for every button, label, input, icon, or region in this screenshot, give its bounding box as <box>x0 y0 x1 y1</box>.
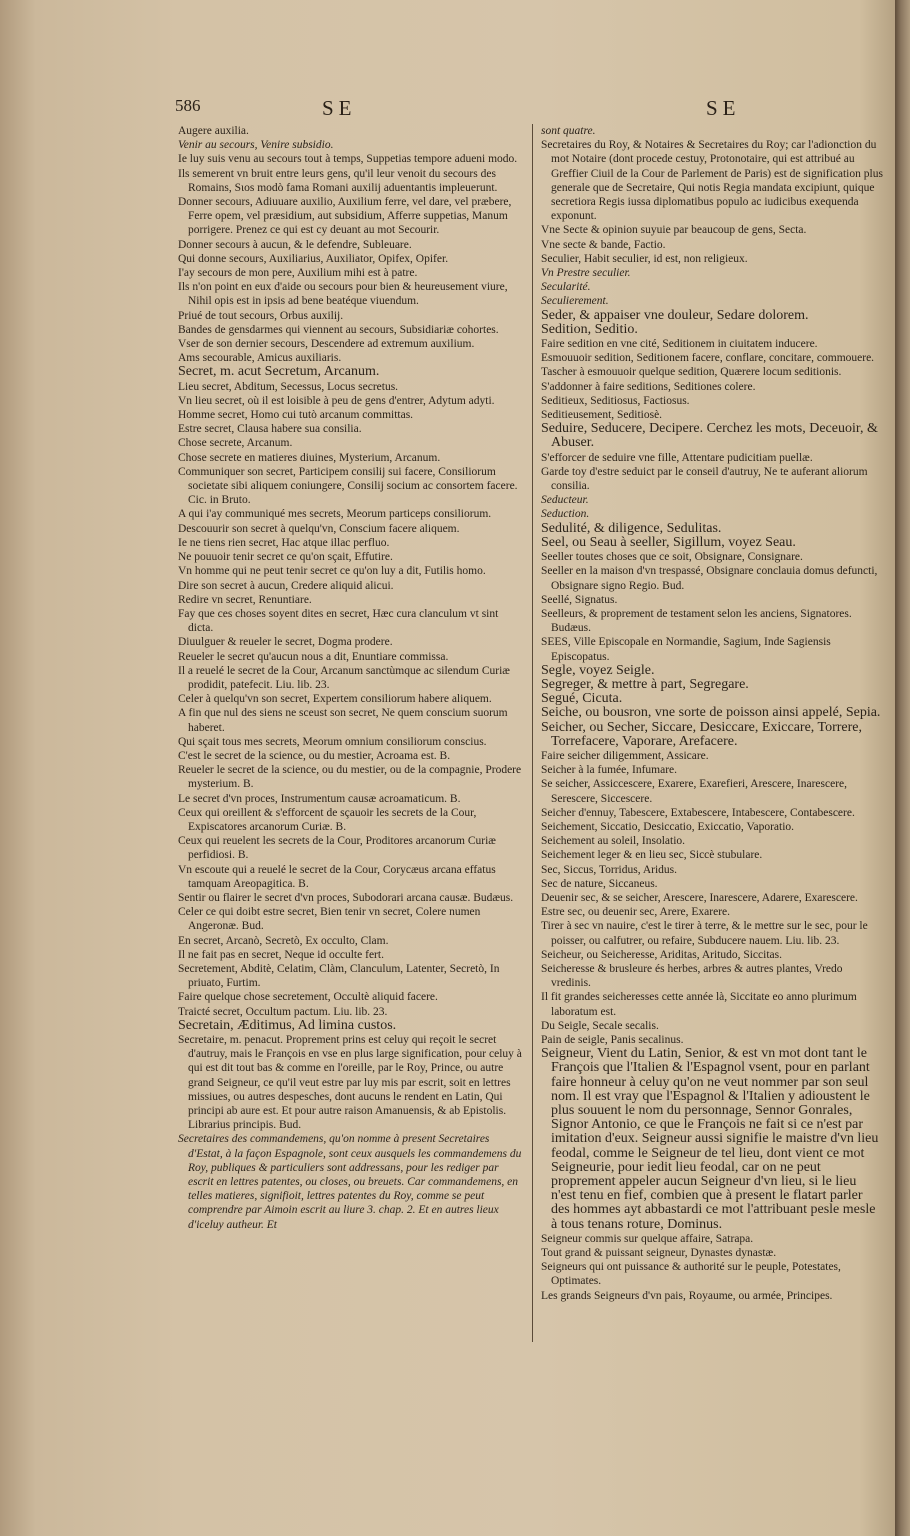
entry: Vn lieu secret, où il est loisible à peu de gens d'entrer, Adytum adyti. <box>178 394 495 407</box>
entry: Estre secret, Clausa habere sua consilia. <box>178 423 362 436</box>
entry: Faire seicher diligemment, Assicare. <box>541 749 709 762</box>
right-column <box>541 124 883 1303</box>
entry: S'efforcer de seduire vne fille, Attentare pudicitiam puellæ. <box>541 451 813 464</box>
entry: Bandes de gensdarmes qui viennent au secours, Subsidiariæ cohortes. <box>178 323 499 336</box>
entry: A qui i'ay communiqué mes secrets, Meorum particeps consiliorum. <box>178 508 492 521</box>
entry: Du Seigle, Secale secalis. <box>541 1019 659 1032</box>
entry: Secretaires du Roy, & Notaires & Secretaires du Roy; car l'adionction du mot Notaire (dont procede cestuy, Protonotaire, qui est attribué au Greffier Ciuil de la Cour de Parlement de Paris) est de signification plus generale que de Secretaire, Qui notis Regia mandata excipiunt, quique secretiora Regis iussa diplomatibus populo ac iudicibus exequenda exponunt. <box>541 139 883 223</box>
entry: Seelleurs, & proprement de testament selon les anciens, Signatores. Budæus. <box>541 607 852 635</box>
entry: Seicher d'ennuy, Tabescere, Extabescere, Intabescere, Contabescere. <box>541 806 855 819</box>
entry: Ils n'on point en eux d'aide ou secours pour bien & heureusement viure, Nihil opis est in ipsis ad bene beatéque viuendum. <box>178 281 508 308</box>
headword-entry: Seel, ou Seau à seeller, Sigillum, voyez Seau. <box>541 534 796 550</box>
running-head-right: SE <box>706 96 741 120</box>
entry: Seichement, Siccatio, Desiccatio, Exiccatio, Vaporatio. <box>541 820 795 833</box>
entry: Secretement, Abditè, Celatim, Clàm, Clanculum, Latenter, Secretò, In priuato, Furtim. <box>178 962 500 990</box>
entry: Redire vn secret, Renuntiare. <box>178 593 312 606</box>
entry: Seichement au soleil, Insolatio. <box>541 835 686 848</box>
entry: Donner secours à aucun, & le defendre, Subleuare. <box>178 238 412 251</box>
entry: En secret, Arcanò, Secretò, Ex occulto, Clam. <box>178 934 389 947</box>
headword-entry: Seduire, Seducere, Decipere. Cerchez les mots, Deceuoir, & Abuser. <box>541 421 878 451</box>
column-divider <box>532 124 533 1342</box>
entry: Seditieusement, Seditiosè. <box>541 409 663 422</box>
entry: Vn escoute qui a reuelé le secret de la Cour, Corycæus arcana effatus tamquam Areopagitica. B. <box>178 863 496 890</box>
headword-entry: Secretaire, m. penacut. Proprement prins est celuy qui reçoit le secret d'autruy, mais le François en vse en plus large signification, pour celuy à qui est dit tout bas & comme en l'oreille, par le Roy, Prince, ou autre grand Seigneur, ce qu'il veut estre par luy mis par escrit, soit en lettres missiues, ou autres despesches, dont aucuns le rendent en Latin, Qui principi ab aure est. Et pour autre raison Amanuensis, & ab Epistolis. Librarius principis. Bud. <box>178 1034 522 1132</box>
entry: Tirer à sec vn nauire, c'est le tirer à terre, & le mettre sur le sec, pour le poisser, ou calfutrer, ou refaire, Subducere nauem. Liu. lib. 23. <box>541 920 868 947</box>
headword-entry: Seculier, Habit seculier, id est, non religieux. <box>541 252 748 265</box>
entry: Estre sec, ou deuenir sec, Arere, Exarere. <box>541 906 731 919</box>
entry: Lieu secret, Abditum, Secessus, Locus secretus. <box>178 380 399 393</box>
entry: Seeller en la maison d'vn trespassé, Obsignare conclauia domus defuncti, Obsignare signo Regio. Bud. <box>541 565 878 592</box>
entry: Diuulguer & reueler le secret, Dogma prodere. <box>178 636 393 649</box>
entry: Ils semerent vn bruit entre leurs gens, qu'il leur venoit du secours des Romains, Sιos modò fama Romani auxilij aduentantis impleuerunt. <box>178 167 498 194</box>
entry: Seicher à la fumée, Infumare. <box>541 764 678 777</box>
page-number: 586 <box>175 96 201 115</box>
entry: Descouurir son secret à quelqu'vn, Conscium facere aliquem. <box>178 522 460 535</box>
entry: A fin que nul des siens ne sceust son secret, Ne quem conscium suorum haberet. <box>178 707 508 734</box>
entry: Seichement leger & en lieu sec, Siccè stubulare. <box>541 849 763 862</box>
entry: Reueler le secret qu'aucun nous a dit, Enuntiare commissa. <box>178 650 449 663</box>
entry: sont quatre. <box>541 125 596 137</box>
entry: Seculierement. <box>541 295 609 308</box>
headword-entry: Secretain, Æditimus, Ad limina custos. <box>178 1017 397 1033</box>
entry: Communiquer son secret, Participem consilij sui facere, Consiliorum societate sibi aliquem coniungere, Consilij socium ac consortem facere. Cic. in Bruto. <box>178 465 518 507</box>
entry: Tout grand & puissant seigneur, Dynastes dynastæ. <box>541 1247 777 1260</box>
entry: Augere auxilia. <box>178 125 249 137</box>
headword-entry: Segreger, & mettre à part, Segregare. <box>541 676 749 692</box>
headword-entry: Sedulité, & diligence, Sedulitas. <box>541 520 722 536</box>
entry: Secretaires des commandemens, qu'on nomme à present Secretaires d'Estat, à la façon Espagnole, sont ceux ausquels les commandemens du Roy, publiques & particuliers sont addressans, pour les rediger par escrit en lettres patentes, ou closes, ou breuets. Car commandemens, en telles matieres, signifioit, lettres patentes du Roy, comme se peut comprendre par Aimoin escrit au liure 3. chap. 2. Et en autres lieux d'iceluy autheur. Et <box>178 1133 522 1231</box>
headword-entry: Seicher, ou Secher, Siccare, Desiccare, Exiccare, Torrere, Torrefacere, Vaporare, Arefacere. <box>541 719 863 749</box>
entry: Ceux qui oreillent & s'efforcent de sçauoir les secrets de la Cour, Expiscatores arcanorum Curiæ. B. <box>178 806 477 833</box>
entry: C'est le secret de la science, ou du mestier, Acroama est. B. <box>178 749 451 762</box>
entry: Il fit grandes seicheresses cette année là, Siccitate eo anno plurimum laboratum est. <box>541 991 857 1018</box>
headword-entry: Segué, Cicuta. <box>541 691 623 707</box>
entry: Qui sçait tous mes secrets, Meorum omnium consiliorum conscius. <box>178 735 487 748</box>
entry: Ceux qui reuelent les secrets de la Cour, Proditores arcanorum Curiæ perfidiosi. B. <box>178 835 496 862</box>
entry: Seicheresse & brusleure és herbes, arbres & autres plantes, Vredo vredinis. <box>541 962 843 990</box>
left-column <box>178 124 524 1232</box>
entry: Vne Secte & opinion suyuie par beaucoup de gens, Secta. <box>541 224 807 237</box>
entry: Traicté secret, Occultum pactum. Liu. lib. 23. <box>178 1005 388 1018</box>
entry: Seicheur, ou Seicheresse, Ariditas, Aritudo, Siccitas. <box>541 948 782 961</box>
entry: Ams secourable, Amicus auxiliaris. <box>178 352 342 365</box>
entry: Seigneur commis sur quelque affaire, Satrapa. <box>541 1232 754 1245</box>
headword-entry: Seder, & appaiser vne douleur, Sedare dolorem. <box>541 307 809 323</box>
entry: Ie luy suis venu au secours tout à temps, Suppetias tempore adueni modo. <box>178 153 518 166</box>
headword-entry: Seigneur, Vient du Latin, Senior, & est vn mot dont tant le François que l'Italien & l'Espagnol vsent, pour en parlant faire honneur à celuy qu'on ne veut nommer par son seul nom. Il est vray que l'Espagnol & l'Italien y adioustent le plus souuent le nom du personnage, Sennor Gonrales, Signor Antonio, ce que le François ne fait si ce n'est par imitation d'eux. Seigneur aussi signifie le maistre d'vn lieu feodal, comme le Seigneur de tel lieu, dont vient ce mot Seigneurie, pour iedit lieu feodal, car on ne peut proprement appeler aucun Seigneur d'vn lieu, si le lieu n'est tenu en fief, combien que à present le flatart parler des hommes ayt abbastardi ce mot l'attribuant pesle mesle à tous tenans roture, Dominus. <box>541 1046 879 1232</box>
entry: Qui donne secours, Auxiliarius, Auxiliator, Opifex, Opifer. <box>178 252 449 265</box>
entry: Priué de tout secours, Orbus auxilij. <box>178 309 344 322</box>
entry: Reueler le secret de la science, ou du mestier, ou de la compagnie, Prodere mysterium. B. <box>178 764 522 791</box>
entry: Secularité. <box>541 281 591 294</box>
headword-entry: Seiche, ou bousron, vne sorte de poisson ainsi appelé, Sepia. <box>541 705 881 721</box>
running-head-left: SE <box>322 96 357 120</box>
entry: Sec, Siccus, Torridus, Aridus. <box>541 863 678 876</box>
entry: Ne pouuoir tenir secret ce qu'on sçait, Effutire. <box>178 551 393 564</box>
entry: Chose secrete en matieres diuines, Mysterium, Arcanum. <box>178 451 441 464</box>
entry: Celer à quelqu'vn son secret, Expertem consiliorum habere aliquem. <box>178 693 492 706</box>
entry: Chose secrete, Arcanum. <box>178 437 293 450</box>
headword-entry: Secret, m. acut Secretum, Arcanum. <box>178 364 380 380</box>
headword-entry: Segle, voyez Seigle. <box>541 662 655 678</box>
entry: Donner secours, Adiuuare auxilio, Auxilium ferre, vel dare, vel præbere, Ferre opem, vel præsidium, aut subsidium, Afferre suppetias, Manum porrigere. Prenez ce qui est cy deuant au mot Secourir. <box>178 196 512 237</box>
entry: Faire quelque chose secretement, Occultè aliquid facere. <box>178 991 438 1004</box>
entry: I'ay secours de mon pere, Auxilium mihi est à patre. <box>178 267 418 280</box>
entry: Deuenir sec, & se seicher, Arescere, Inarescere, Adarere, Exarescere. <box>541 891 858 904</box>
entry: Les grands Seigneurs d'vn pais, Royaume, ou armée, Principes. <box>541 1289 833 1302</box>
entry: Seducteur. <box>541 494 589 507</box>
entry: Fay que ces choses soyent dites en secret, Hæc cura clanculum vt sint dicta. <box>178 607 499 635</box>
entry: Sec de nature, Siccaneus. <box>541 877 658 890</box>
entry: Le secret d'vn proces, Instrumentum causæ acroamaticum. B. <box>178 792 461 805</box>
entry: Vn homme qui ne peut tenir secret ce qu'on luy a dit, Futilis homo. <box>178 565 486 578</box>
entry: Seellé, Signatus. <box>541 593 618 606</box>
entry: SEES, Ville Episcopale en Normandie, Sagium, Inde Sagiensis Episcopatus. <box>541 636 831 663</box>
entry: Seigneurs qui ont puissance & authorité sur le peuple, Potestates, Optimates. <box>541 1261 841 1288</box>
entry: Seditieux, Seditiosus, Factiosus. <box>541 394 690 407</box>
entry: Sentir ou flairer le secret d'vn proces, Subodorari arcana causæ. Budæus. <box>178 891 514 904</box>
entry: Vne secte & bande, Factio. <box>541 238 666 251</box>
entry: Tascher à esmouuoir quelque sedition, Quærere locum seditionis. <box>541 366 842 379</box>
entry: Pain de seigle, Panis secalinus. <box>541 1034 684 1046</box>
entry: Venir au secours, Venire subsidio. <box>178 139 334 152</box>
entry: Dire son secret à aucun, Credere aliquid alicui. <box>178 579 394 592</box>
entry: Garde toy d'estre seduict par le conseil d'autruy, Ne te auferant aliorum consilia. <box>541 465 868 493</box>
entry: Vser de son dernier secours, Descendere ad extremum auxilium. <box>178 338 475 351</box>
headword-entry: Sedition, Seditio. <box>541 321 638 337</box>
book-gutter <box>895 0 910 1536</box>
entry: Il ne fait pas en secret, Neque id occulte fert. <box>178 948 384 961</box>
entry: Seeller toutes choses que ce soit, Obsignare, Consignare. <box>541 551 803 564</box>
entry: Homme secret, Homo cui tutò arcanum committas. <box>178 409 414 422</box>
entry: Il a reuelé le secret de la Cour, Arcanum sanctùmque ac silendum Curiæ prodidit, patefecit. Liu. lib. 23. <box>178 664 510 691</box>
entry: Ie ne tiens rien secret, Hac atque illac perfluo. <box>178 536 390 549</box>
entry: S'addonner à faire seditions, Seditiones colere. <box>541 380 756 393</box>
entry: Esmouuoir sedition, Seditionem facere, conflare, concitare, commouere. <box>541 352 875 365</box>
entry: Celer ce qui doibt estre secret, Bien tenir vn secret, Colere numen Angeronæ. Bud. <box>178 906 481 933</box>
entry: Seduction. <box>541 508 590 521</box>
entry: Vn Prestre seculier. <box>541 267 631 280</box>
entry: Faire sedition en vne cité, Seditionem in ciuitatem inducere. <box>541 338 818 351</box>
entry: Se seicher, Assiccescere, Exarere, Exarefieri, Arescere, Inarescere, Serescere, Siccescere. <box>541 778 848 805</box>
